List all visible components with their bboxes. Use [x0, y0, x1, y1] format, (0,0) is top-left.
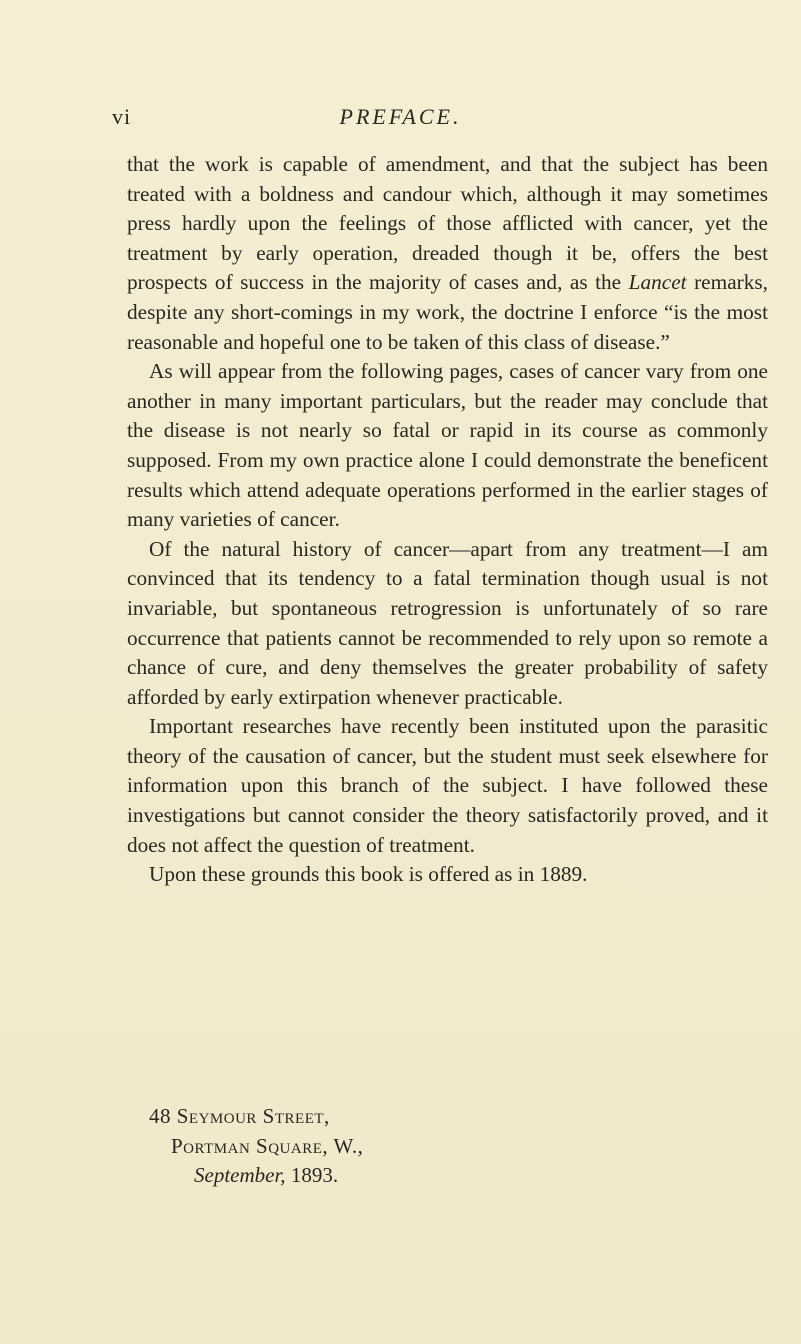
paragraph-1-text-a: that the work is capable of amendment, and that the subject has been treated with a boldness and candour which, although it may sometimes press hardly upon the feelings of those afflicted with cancer, yet the treatment by early operation, dreaded though it be, offers the best prospects of success in the majority of cases and, as the	[127, 152, 768, 295]
paragraph-1-text-b: remarks, despite any short-comings in my work, the doctrine I enforce “is the most reasonable and hopeful one to be taken of this class of disease.”	[127, 270, 768, 354]
date-line	[149, 1161, 363, 1191]
paragraph-1	[127, 150, 768, 357]
paragraph-3: Of the natural history of cancer—apart from any treatment—I am convinced that its tendency to a fatal termination though usual is not invariable, but spontaneous retrogression is unfortunately of so rare occurrence that patients cannot be recommended to rely upon so remote a chance of cure, and deny themselves the greater probability of safety afforded by early extirpation whenever practicable.	[127, 536, 768, 709]
paragraph-5: Upon these grounds this book is offered as in 1889.	[149, 862, 588, 887]
address-line-1: 48 Seymour Street,	[149, 1104, 330, 1128]
date-month: September,	[194, 1163, 286, 1187]
running-head-title: PREFACE.	[339, 104, 462, 129]
lancet-title: Lancet	[628, 270, 687, 295]
signature-block	[149, 1102, 363, 1191]
page-header	[0, 104, 801, 136]
address-line-2: Portman Square, W.,	[171, 1133, 364, 1158]
paragraph-4: Important researches have recently been instituted upon the parasitic theory of the causation of cancer, but the student must seek elsewhere for information upon this branch of the subject. I have followed these investigations but cannot consider the theory satisfactorily proved, and it does not affect the question of treatment.	[127, 714, 768, 857]
paragraph-2: As will appear from the following pages, cases of cancer vary from one another in many important particulars, but the reader may conclude that the disease is not nearly so fatal or rapid in its course as commonly supposed. From my own practice alone I could demonstrate the beneficent results which attend adequate operations performed in the earlier stages of many varieties of cancer.	[127, 359, 768, 532]
body-text	[127, 150, 768, 890]
date-year: 1893.	[285, 1163, 339, 1187]
page-number: vi	[112, 104, 132, 129]
